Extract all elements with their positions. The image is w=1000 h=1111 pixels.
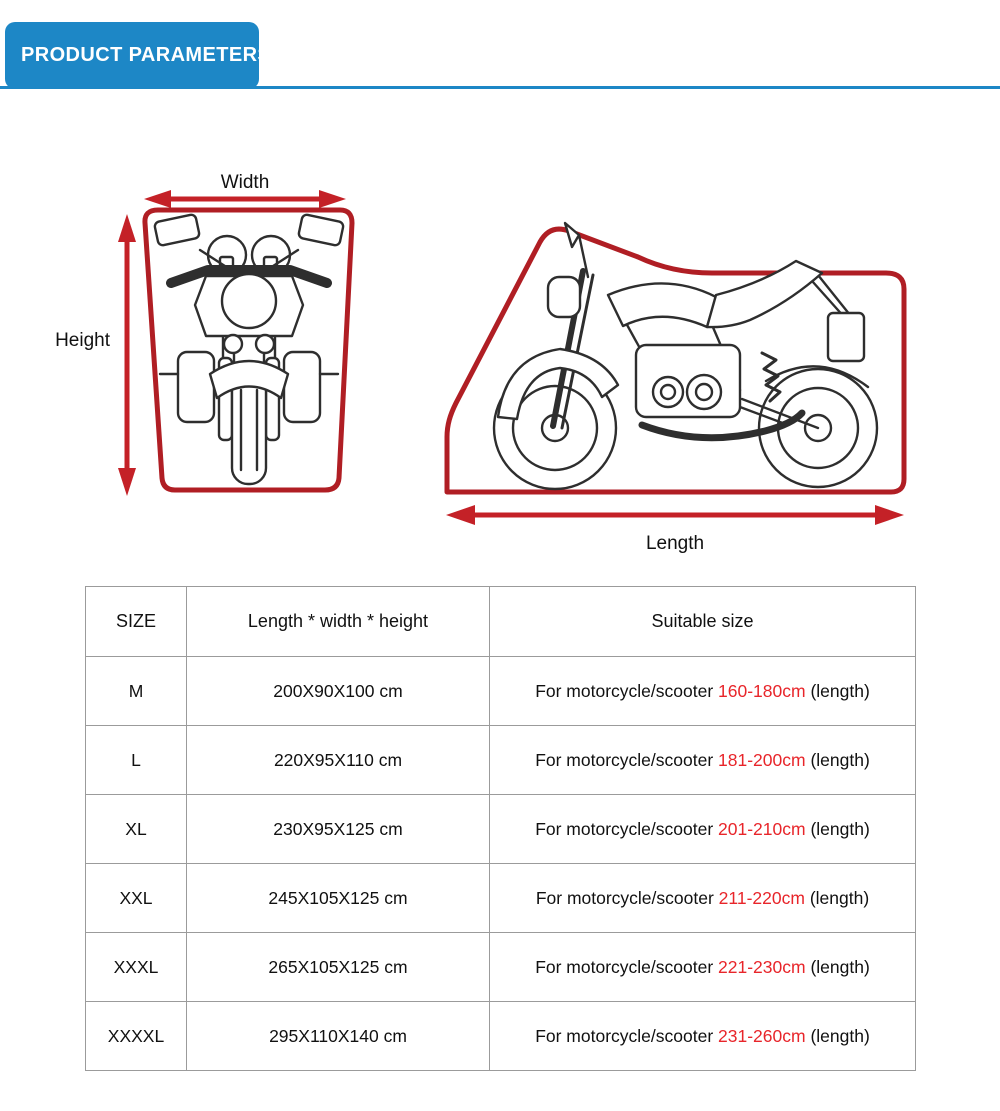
size-cell: XXXL <box>86 933 187 1002</box>
table-row <box>86 795 916 864</box>
header-dimensions: Length * width * height <box>187 587 490 657</box>
suitable-range: 160-180cm <box>718 680 806 701</box>
suitable-range: 231-260cm <box>718 1025 806 1046</box>
table-row <box>86 657 916 726</box>
section-banner <box>5 22 272 89</box>
suitable-cell <box>490 864 916 933</box>
front-view-diagram <box>30 158 380 518</box>
table-row <box>86 933 916 1002</box>
suitable-range: 221-230cm <box>718 956 806 977</box>
table-header-row <box>86 587 916 657</box>
suitable-cell <box>490 1002 916 1071</box>
dimensions-cell: 295X110X140 cm <box>187 1002 490 1071</box>
size-cell: L <box>86 726 187 795</box>
dimensions-cell: 220X95X110 cm <box>187 726 490 795</box>
size-cell: XXL <box>86 864 187 933</box>
page-title: PRODUCT PARAMETERS <box>21 44 272 66</box>
suitable-prefix: For motorcycle/scooter <box>535 1025 714 1046</box>
suitable-suffix: (length) <box>810 749 870 770</box>
suitable-prefix: For motorcycle/scooter <box>535 956 714 977</box>
suitable-cell <box>490 726 916 795</box>
suitable-prefix: For motorcycle/scooter <box>535 749 714 770</box>
suitable-cell <box>490 657 916 726</box>
suitable-suffix: (length) <box>810 818 870 839</box>
suitable-suffix: (length) <box>810 1025 870 1046</box>
side-view-diagram <box>430 185 920 560</box>
suitable-prefix: For motorcycle/scooter <box>535 887 714 908</box>
table-row <box>86 864 916 933</box>
suitable-suffix: (length) <box>810 680 870 701</box>
length-arrow-icon <box>446 505 904 525</box>
suitable-range: 181-200cm <box>718 749 806 770</box>
dimensions-cell: 200X90X100 cm <box>187 657 490 726</box>
table-row <box>86 726 916 795</box>
length-label: Length <box>645 533 705 554</box>
motorcycle-side-sketch <box>494 223 877 489</box>
header-suitable: Suitable size <box>490 587 916 657</box>
suitable-suffix: (length) <box>809 887 870 908</box>
dimensions-cell: 245X105X125 cm <box>187 864 490 933</box>
suitable-prefix: For motorcycle/scooter <box>535 680 714 701</box>
header-size: SIZE <box>86 587 187 657</box>
width-label: Width <box>220 172 270 193</box>
dimensions-cell: 230X95X125 cm <box>187 795 490 864</box>
suitable-prefix: For motorcycle/scooter <box>535 818 714 839</box>
table-row <box>86 1002 916 1071</box>
suitable-range: 201-210cm <box>718 818 806 839</box>
height-label: Height <box>55 330 110 351</box>
size-table <box>85 586 916 1071</box>
size-cell: M <box>86 657 187 726</box>
size-cell: XL <box>86 795 187 864</box>
height-arrow-icon <box>118 214 136 496</box>
dimensions-cell: 265X105X125 cm <box>187 933 490 1002</box>
suitable-suffix: (length) <box>810 956 870 977</box>
suitable-range: 211-220cm <box>718 887 805 908</box>
size-cell: XXXXL <box>86 1002 187 1071</box>
suitable-cell <box>490 795 916 864</box>
suitable-cell <box>490 933 916 1002</box>
motorcycle-front-sketch <box>154 214 344 484</box>
